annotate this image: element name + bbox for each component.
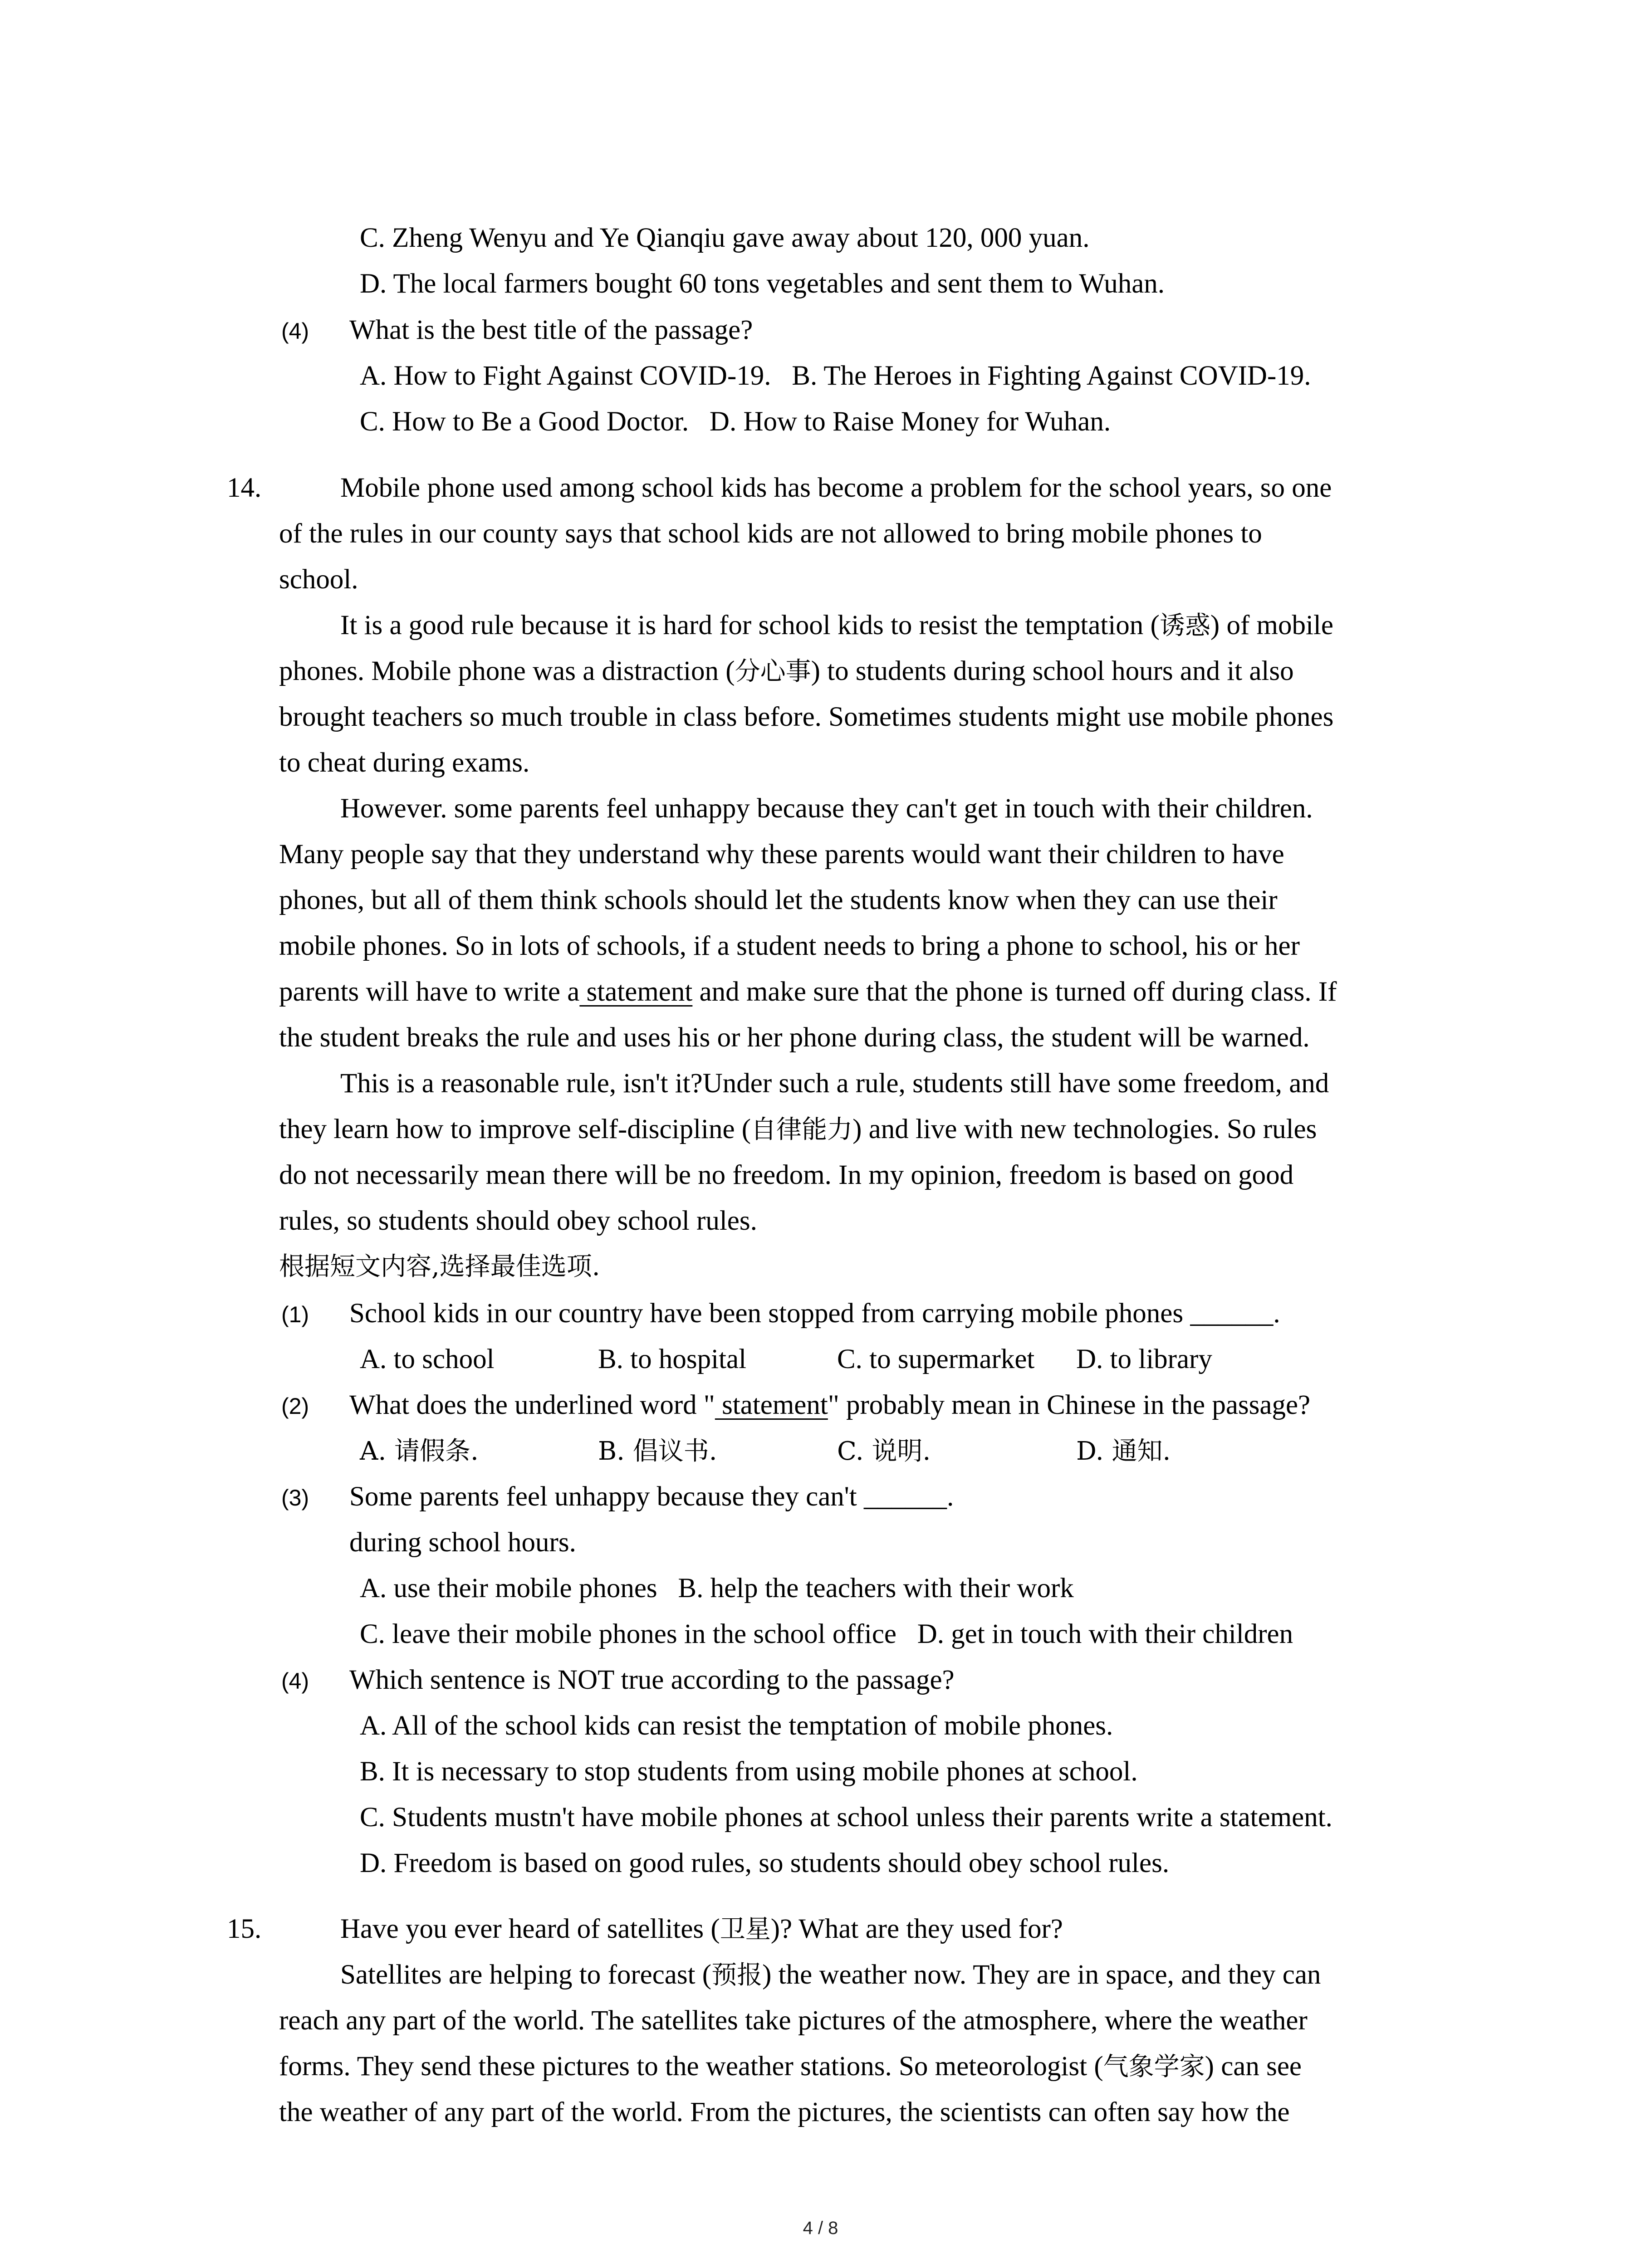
q14-sub4-question: Which sentence is NOT true according to the passage? bbox=[349, 1665, 955, 1695]
q14-sub3-question: Some parents feel unhappy because they can't ______. bbox=[349, 1481, 954, 1512]
chinese-gloss: 预报 bbox=[711, 1960, 763, 1990]
q14-sub4-option-c: C. Students mustn't have mobile phones at school unless their parents write a statement. bbox=[360, 1802, 1332, 1833]
q14-sub2-option-c: C. 说明. bbox=[837, 1437, 931, 1466]
q14-sub2-option-b: B. 倡议书. bbox=[598, 1437, 717, 1466]
q14-p4-line3: do not necessarily mean there will be no freedom. In my opinion, freedom is based on good bbox=[279, 1160, 1294, 1190]
q15-line3: reach any part of the world. The satellites take pictures of the atmosphere, where the weather bbox=[279, 2005, 1308, 2036]
q14-sub4-option-a: A. All of the school kids can resist the temptation of mobile phones. bbox=[360, 1711, 1113, 1741]
q14-sub3-number: (3) bbox=[281, 1485, 309, 1510]
q14-sub1-option-b: B. to hospital bbox=[598, 1344, 747, 1374]
q15-line4: forms. They send these pictures to the weather stations. So meteorologist (气象学家) can see bbox=[279, 2051, 1302, 2082]
q14-sub1-option-d: D. to library bbox=[1076, 1344, 1212, 1374]
q15-line1: Have you ever heard of satellites (卫星)? What are they used for? bbox=[340, 1914, 1063, 1944]
q14-p3-line4: mobile phones. So in lots of schools, if a student needs to bring a phone to school, his or her bbox=[279, 931, 1300, 961]
q14-sub3-question-cont: during school hours. bbox=[349, 1527, 576, 1558]
q14-p2-line2: phones. Mobile phone was a distraction (分心事) to students during school hours and it also bbox=[279, 656, 1294, 686]
q14-sub1-number: (1) bbox=[281, 1302, 309, 1327]
q13-option-d: D. The local farmers bought 60 tons vegetables and sent them to Wuhan. bbox=[360, 269, 1165, 299]
chinese-gloss: 分心事 bbox=[735, 657, 811, 686]
q14-p1-line2: of the rules in our county says that school kids are not allowed to bring mobile phones to bbox=[279, 518, 1262, 549]
q14-p2-line1: It is a good rule because it is hard for school kids to resist the temptation (诱惑) of mobile bbox=[340, 610, 1333, 640]
q14-sub1-question: School kids in our country have been stopped from carrying mobile phones ______. bbox=[349, 1298, 1280, 1329]
q14-p3-line5: parents will have to write a statement and make sure that the phone is turned off during class. If bbox=[279, 977, 1337, 1007]
underlined-word: statement bbox=[579, 977, 693, 1007]
q13-sub4-question: What is the best title of the passage? bbox=[349, 315, 753, 345]
q14-sub1-option-c: C. to supermarket bbox=[837, 1344, 1035, 1374]
q13-option-c: C. Zheng Wenyu and Ye Qianqiu gave away about 120, 000 yuan. bbox=[360, 223, 1090, 253]
chinese-gloss: 气象学家 bbox=[1103, 2052, 1205, 2082]
q15-line2: Satellites are helping to forecast (预报) the weather now. They are in space, and they can bbox=[340, 1960, 1321, 1990]
q15-line5: the weather of any part of the world. From the pictures, the scientists can often say how the bbox=[279, 2097, 1290, 2127]
q14-sub2-option-a: A. 请假条. bbox=[360, 1437, 479, 1466]
q13-sub4-options-cd: C. How to Be a Good Doctor. D. How to Raise Money for Wuhan. bbox=[360, 406, 1111, 437]
q14-sub1-option-a: A. to school bbox=[360, 1344, 495, 1374]
q15-number: 15. bbox=[227, 1914, 262, 1944]
q13-sub4-number: (4) bbox=[281, 318, 309, 344]
q14-sub2-option-d: D. 通知. bbox=[1076, 1437, 1171, 1466]
q14-p2-line4: to cheat during exams. bbox=[279, 748, 530, 778]
q14-p4-line2: they learn how to improve self-discipline (自律能力) and live with new technologies. So rules bbox=[279, 1114, 1317, 1144]
q14-sub3-options-ab: A. use their mobile phones B. help the teachers with their work bbox=[360, 1573, 1074, 1603]
q14-p3-line3: phones, but all of them think schools should let the students know when they can use their bbox=[279, 885, 1278, 915]
underlined-word: statement bbox=[715, 1390, 828, 1420]
q14-p1-line1: Mobile phone used among school kids has become a problem for the school years, so one bbox=[340, 473, 1332, 503]
q14-number: 14. bbox=[227, 473, 262, 503]
q14-instruction: 根据短文内容,选择最佳选项. bbox=[279, 1252, 600, 1281]
chinese-gloss: 自律能力 bbox=[751, 1115, 853, 1144]
q14-p4-line1: This is a reasonable rule, isn't it?Under such a rule, students still have some freedom, and bbox=[340, 1068, 1329, 1099]
q14-sub2-question: What does the underlined word " statement" probably mean in Chinese in the passage? bbox=[349, 1390, 1311, 1420]
q14-p3-line1: However. some parents feel unhappy because they can't get in touch with their children. bbox=[340, 793, 1313, 824]
q14-p1-line3: school. bbox=[279, 564, 358, 595]
q14-sub4-option-b: B. It is necessary to stop students from using mobile phones at school. bbox=[360, 1756, 1138, 1787]
q14-p3-line6: the student breaks the rule and uses his or her phone during class, the student will be warned. bbox=[279, 1022, 1310, 1053]
q14-p3-line2: Many people say that they understand why these parents would want their children to have bbox=[279, 839, 1284, 870]
q14-sub4-number: (4) bbox=[281, 1668, 309, 1694]
q14-sub2-number: (2) bbox=[281, 1393, 309, 1419]
q14-p2-line3: brought teachers so much trouble in class before. Sometimes students might use mobile phones bbox=[279, 702, 1334, 732]
q14-sub4-option-d: D. Freedom is based on good rules, so students should obey school rules. bbox=[360, 1848, 1170, 1878]
chinese-gloss: 诱惑 bbox=[1159, 611, 1210, 640]
q14-sub3-options-cd: C. leave their mobile phones in the school office D. get in touch with their children bbox=[360, 1619, 1293, 1649]
q13-sub4-options-ab: A. How to Fight Against COVID-19. B. The Heroes in Fighting Against COVID-19. bbox=[360, 361, 1311, 391]
chinese-gloss: 卫星 bbox=[720, 1915, 771, 1944]
q14-p4-line4: rules, so students should obey school rules. bbox=[279, 1206, 757, 1236]
page-number: 4 / 8 bbox=[803, 2218, 838, 2238]
